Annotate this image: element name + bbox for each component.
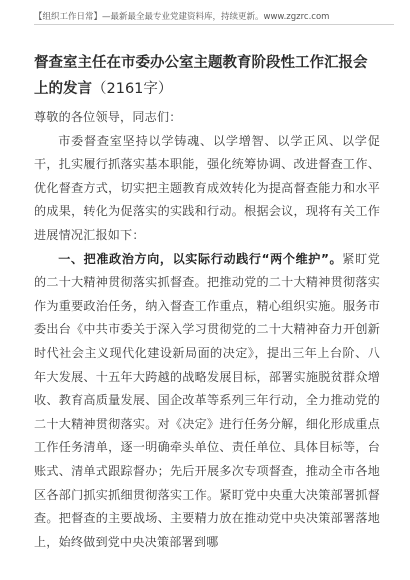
- section-1-heading: 一、把准政治方向，以实际行动践行“两个维护”。: [58, 251, 343, 266]
- section-1-paragraph: [34, 248, 380, 555]
- header-divider: [34, 24, 394, 25]
- greeting: 尊敬的各位领导，同志们：: [34, 110, 182, 124]
- header-banner: [0, 0, 410, 40]
- document-body: [34, 50, 380, 554]
- document-title-text: 督查室主任在市委办公室主题教育阶段性工作汇报会上的发言: [34, 55, 368, 97]
- header-banner-text: 【组织工作日常】—最新最全最专业党建资料库，持续更新。www.zgzrc.com: [34, 12, 330, 22]
- word-count: （2161字）: [92, 81, 173, 97]
- intro-paragraph: 市委督查室坚持以学铸魂、以学增智、以学正风、以学促干，扎实履行抓落实基本职能，强化统筹协调、改进督查工作、优化督查方式，切实把主题教育成效转化为提高督查能力和水平的成果，转化为促落实的实践和行动。根据会议，现将有关工作进展情况汇报如下：: [34, 133, 380, 242]
- section-1-body: 紧盯党的二十大精神贯彻落实抓督查。把推动党的二十大精神贯彻落实作为重要政治任务，纳入督查工作重点，精心组织实施。服务市委出台《中共市委关于深入学习贯彻党的二十大精神奋力开创新时代社会主义现代化建设新局面的决定》，提出三年上台阶、八年大发展、十五年大跨越的战略发展目标，部署实施脱贫群众增收、教育高质量发展、国企改革等系列三年行动，全力推动党的二十大精神贯彻落实。对《决定》进行任务分解，细化形成重点工作任务清单，逐一明确牵头单位、责任单位、具体目标等，台账式、清单式跟踪督办；先后开展多次专项督查，推动全市各地区各部门抓实抓细贯彻落实工作。紧盯党中央重大决策部署抓督查。把督查的主要战场、主要精力放在推动党中央决策部署落地上，始终做到党中央决策部署到哪: [34, 251, 380, 549]
- document-title: [34, 50, 380, 102]
